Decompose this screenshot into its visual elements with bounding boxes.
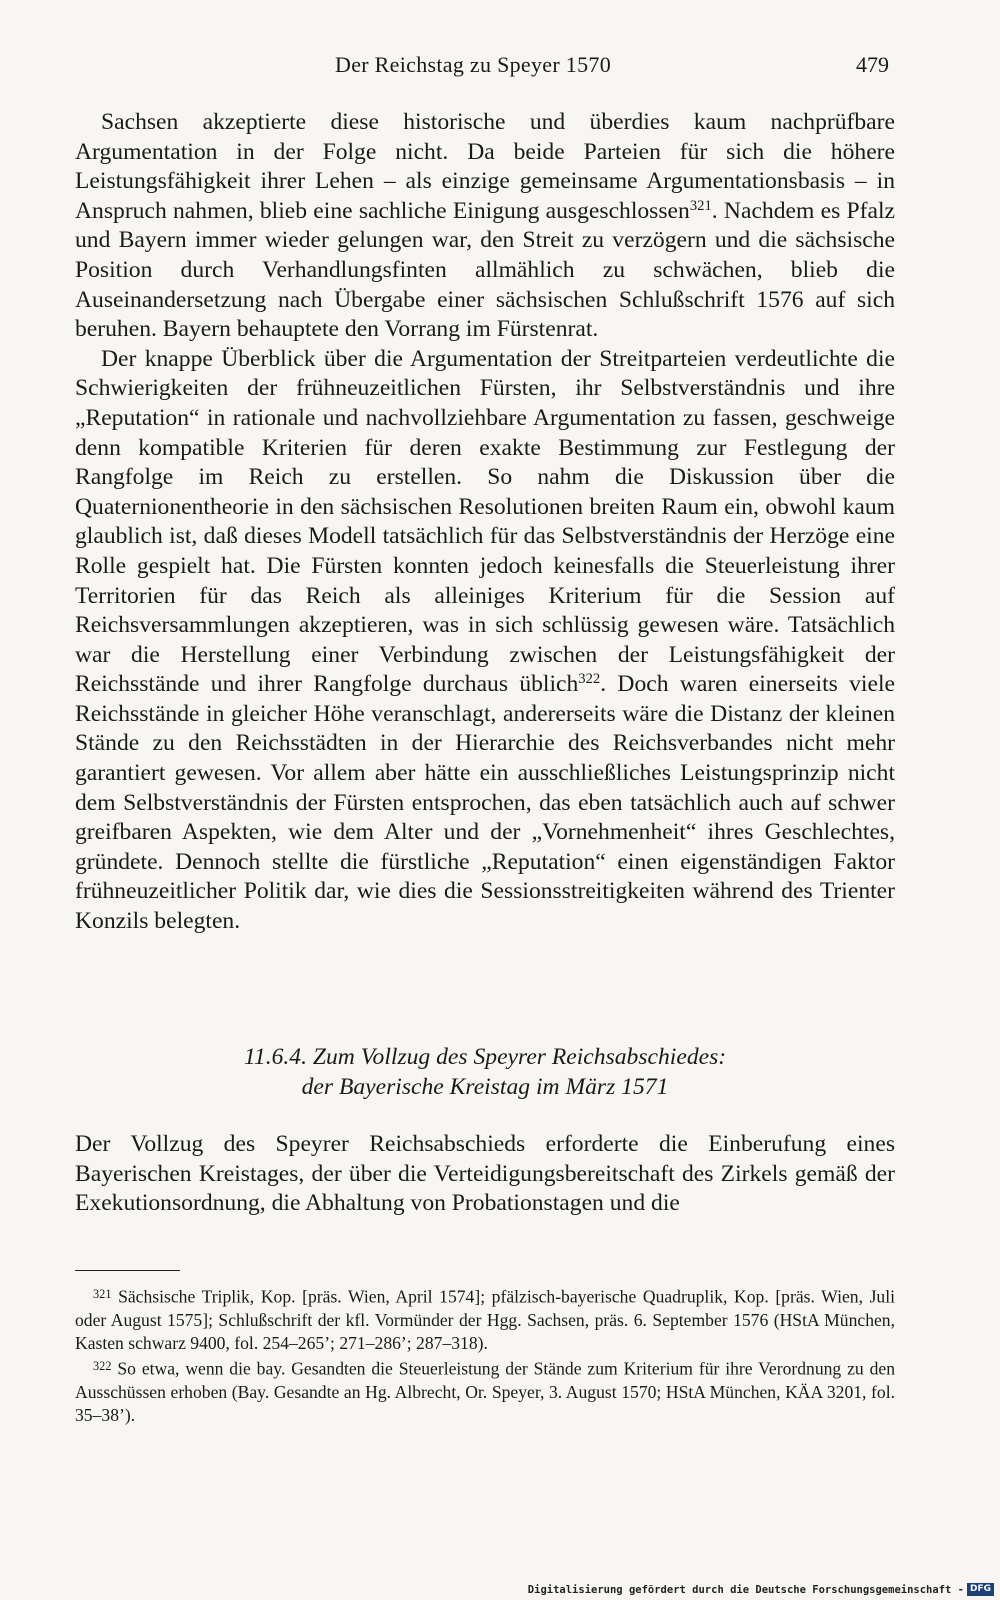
footnote-text: Sächsische Triplik, Kop. [präs. Wien, April 1574]; pfälzisch-bayerische Quadruplik, Kop. [präs. Wien, Juli oder August 1575]; Schlußschrift der kfl. Vormünder der Hgg. Sachsen, präs. 6. September 1576 (HStA München, Kasten schwarz 9400, fol. 254–265’; 271–286’; 287–318).	[75, 1286, 895, 1353]
section-heading-line: 11.6.4. Zum Vollzug des Speyrer Reichsabschiedes:	[243, 1044, 727, 1070]
text-run: Sachsen akzeptierte diese historische und überdies kaum nachprüfbare Argumentation in der Folge nicht. Da beide Parteien für sich die höhere Leistungsfähigkeit ihrer Lehen – als einzige gemeinsame Argumentationsbasis – in Anspruch nahmen, blieb eine sachliche Einigung ausgeschlossen	[75, 109, 895, 224]
digitization-stamp	[528, 1583, 994, 1596]
text-run: Der knappe Überblick über die Argumentation der Streitparteien verdeutlichte die Schwierigkeiten der frühneuzeitlichen Fürsten, ihr Selbstverständnis und ihre „Reputation“ in rationale und nachvollziehbare Argumentation zu fassen, geschweige denn kompatible Kriterien für deren exakte Bestimmung zur Festlegung der Rangfolge im Reich zu erstellen. So nahm die Diskussion über die Quaternionentheorie in den sächsischen Resolutionen breiten Raum ein, obwohl kaum glaublich ist, daß dieses Modell tatsächlich für das Selbstverständnis der Herzöge eine Rolle gespielt hat. Die Fürsten konnten jedoch keinesfalls die Steuerleistung ihrer Territorien für das Reich als alleiniges Kriterium für die Session auf Reichsversammlungen akzeptieren, was in sich schlüssig gewesen wäre. Tatsächlich war die Herstellung einer Verbindung zwischen der Leistungsfähigkeit der Reichsstände und ihrer Rangfolge durchaus üblich	[75, 345, 895, 698]
footnote	[75, 1283, 895, 1355]
section-text	[75, 1130, 895, 1219]
paragraph	[75, 345, 895, 937]
stamp-text: Digitalisierung gefördert durch die Deutsche Forschungsgemeinschaft -	[527, 1583, 964, 1596]
text-run: . Nachdem es Pfalz und Bayern immer wieder gelungen war, den Streit zu verzögern und die sächsische Position durch Verhandlungsfinten allmählich zu schwächen, blieb die Auseinandersetzung nach Übergabe einer sächsischen Schlußschrift 1576 auf sich beruhen. Bayern behauptete den Vorrang im Fürstenrat.	[75, 197, 895, 343]
dfg-logo: DFG	[967, 1583, 994, 1596]
page-number: 479	[856, 52, 889, 77]
text-run: . Doch waren einerseits viele Reichsstände in gleicher Höhe veranschlagt, andererseits wäre die Distanz der kleinen Stände zu den Reichsstädten in der Hierarchie des Reichsverbandes nicht mehr garantiert gewesen. Vor allem aber hätte ein ausschließliches Leistungsprinzip nicht dem Selbstverständnis der Fürsten entsprochen, das eben tatsächlich auch auf schwer greifbaren Aspekten, wie dem Alter und der „Vornehmenheit“ ihres Geschlechtes, gründete. Dennoch stellte die fürstliche „Reputation“ einen eigenständigen Faktor frühneuzeitlicher Politik dar, wie dies die Sessionsstreitigkeiten während des Trienter Konzils belegten.	[75, 671, 895, 935]
paragraph	[75, 108, 895, 345]
footnote-number: 321	[93, 1287, 112, 1301]
footnote-number: 322	[93, 1359, 112, 1374]
main-text	[75, 108, 895, 937]
footnote	[75, 1355, 895, 1427]
running-title: Der Reichstag zu Speyer 1570	[335, 52, 611, 77]
footnotes	[75, 1283, 895, 1427]
footnote-divider	[75, 1270, 180, 1271]
section-heading-line: der Bayerische Kreistag im März 1571	[301, 1074, 669, 1100]
footnote-ref[interactable]: 321	[689, 197, 712, 214]
paragraph: Der Vollzug des Speyrer Reichsabschieds erforderte die Einberufung eines Bayerischen Kreistages, der über die Verteidigungsbereitschaft des Zirkels gemäß der Exekutionsordnung, die Abhaltung von Probationstagen und die	[75, 1131, 895, 1217]
footnote-text: So etwa, wenn die bay. Gesandten die Steuerleistung der Stände zum Kriterium für ihre Verordnung zu den Ausschüssen erhoben (Bay. Gesandte an Hg. Albrecht, Or. Speyer, 3. August 1570; HStA München, KÄA 3201, fol. 35–38’).	[75, 1358, 895, 1426]
footnote-ref[interactable]: 322	[578, 671, 601, 688]
section-heading	[75, 1042, 895, 1102]
